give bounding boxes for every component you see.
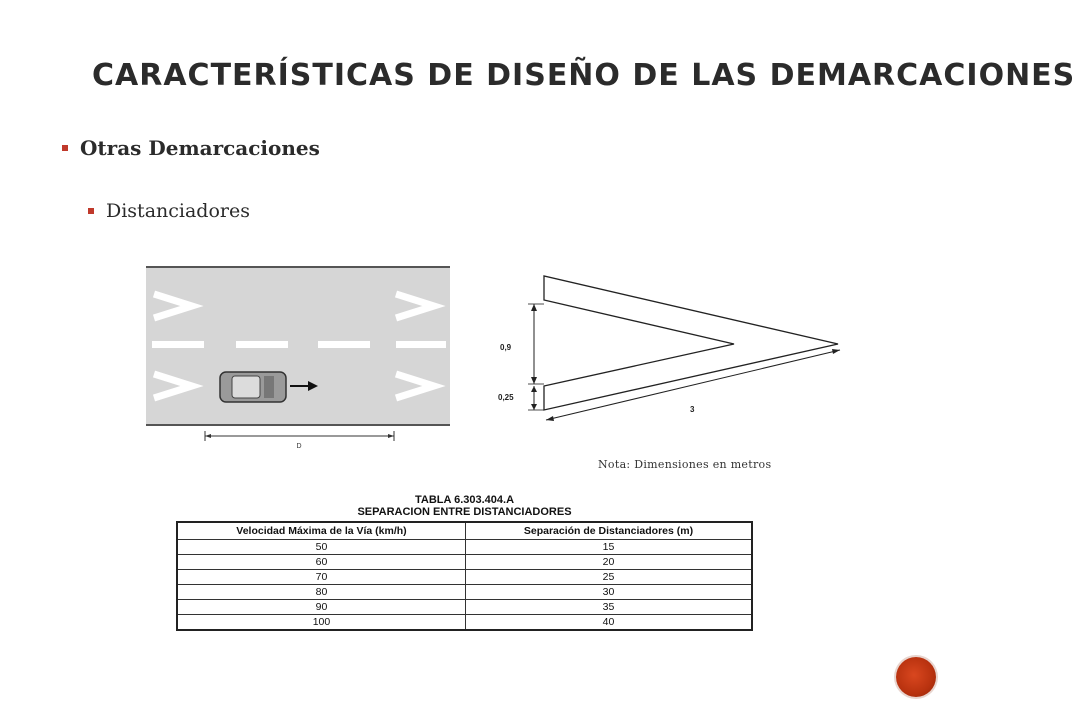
- bullet-text: Otras Demarcaciones: [80, 136, 320, 160]
- table-row: [177, 540, 752, 555]
- table-row: [177, 570, 752, 585]
- lane-dash: [396, 341, 446, 348]
- speed-cell: 70: [177, 570, 465, 585]
- separation-cell: 25: [465, 570, 752, 585]
- separation-cell: 15: [465, 540, 752, 555]
- table-row: [177, 555, 752, 570]
- theme-logo-icon: [896, 657, 936, 697]
- lane-dash: [318, 341, 370, 348]
- lane-dash: [152, 341, 204, 348]
- speed-cell: 80: [177, 585, 465, 600]
- separation-table-block: [176, 494, 753, 631]
- road-diagram: [146, 266, 450, 456]
- bullet-text: Distanciadores: [106, 200, 250, 222]
- lane-dash: [236, 341, 288, 348]
- table-row: [177, 615, 752, 631]
- dimension-label-height: 0,9: [500, 343, 512, 352]
- speed-cell: 50: [177, 540, 465, 555]
- chevron-shape: [544, 276, 838, 410]
- bullet-distanciadores: [88, 200, 250, 222]
- table-subtitle: SEPARACION ENTRE DISTANCIADORES: [357, 506, 572, 518]
- table-row: [177, 600, 752, 615]
- car-icon: [220, 372, 286, 402]
- column-header-separation: Separación de Distanciadores (m): [465, 522, 752, 540]
- separation-cell: 40: [465, 615, 752, 631]
- dimension-label-length: 3: [690, 405, 695, 414]
- speed-cell: 100: [177, 615, 465, 631]
- speed-cell: 60: [177, 555, 465, 570]
- bullet-square-icon: [62, 145, 68, 151]
- table-row: [177, 585, 752, 600]
- separation-cell: 30: [465, 585, 752, 600]
- speed-cell: 90: [177, 600, 465, 615]
- dimensions-note: Nota: Dimensiones en metros: [598, 458, 772, 471]
- separation-cell: 20: [465, 555, 752, 570]
- separation-table: [176, 521, 753, 631]
- dimension-label: D: [296, 443, 302, 450]
- dimension-label-width: 0,25: [498, 393, 514, 402]
- bullet-otras-demarcaciones: [62, 136, 320, 160]
- column-header-speed: Velocidad Máxima de la Vía (km/h): [177, 522, 465, 540]
- separation-cell: 35: [465, 600, 752, 615]
- table-header-row: [177, 522, 752, 540]
- bullet-square-icon: [88, 208, 94, 214]
- table-title: TABLA 6.303.404.A: [414, 494, 515, 506]
- chevron-diagram: [490, 266, 850, 436]
- slide-title: CARACTERÍSTICAS DE DISEÑO DE LAS DEMARCACIONES: [92, 58, 1075, 93]
